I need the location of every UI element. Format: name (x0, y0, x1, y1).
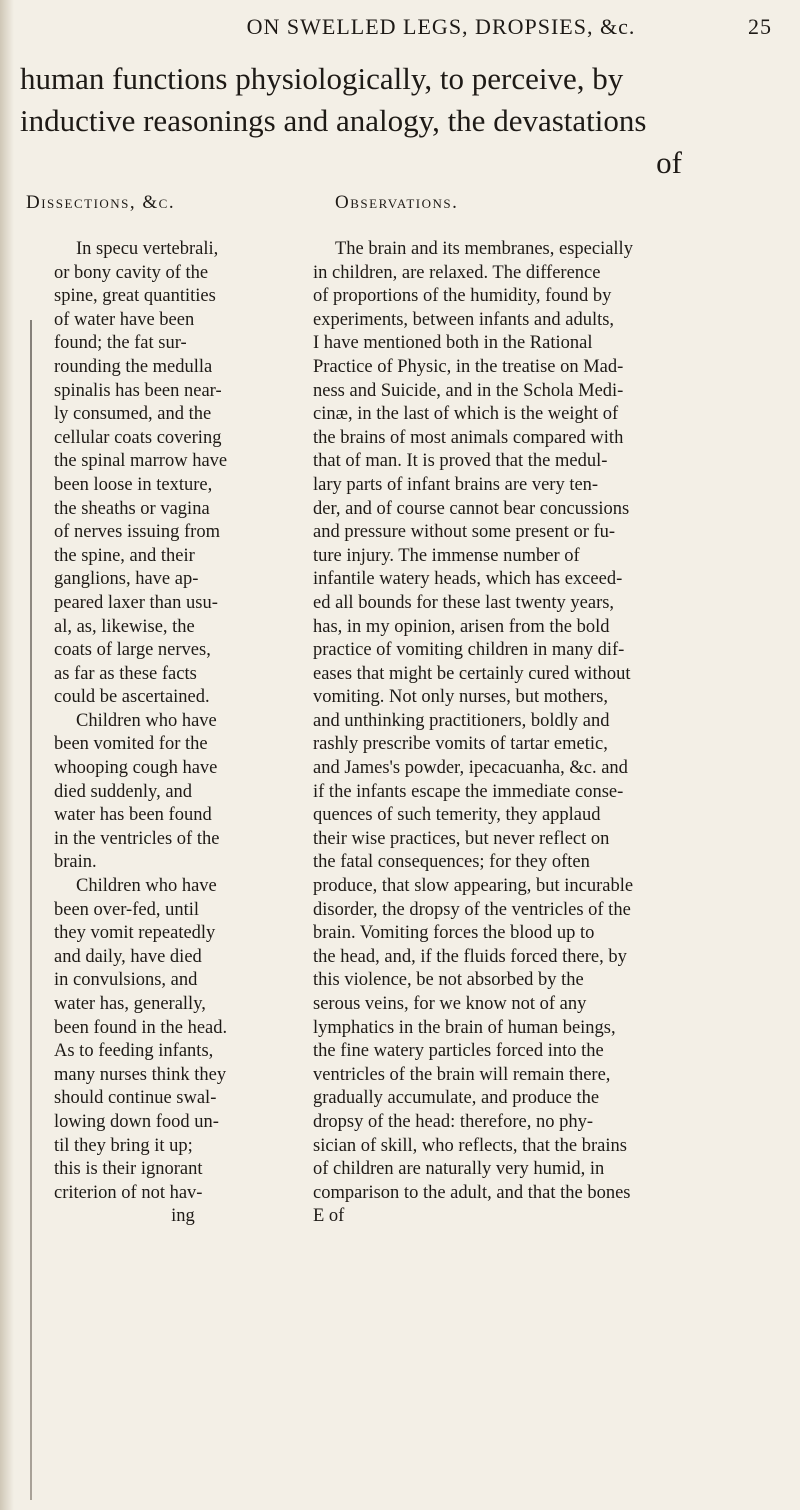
text-line: this violence, be not absorbed by the (313, 970, 584, 991)
text-line: as far as these facts (54, 663, 197, 684)
text-line: al, as, likewise, the (54, 616, 195, 637)
text-line: brain. (54, 852, 97, 873)
text-line: cellular coats covering (54, 427, 222, 448)
text-line: and unthinking practitioners, boldly and (313, 710, 610, 731)
text-line: has, in my opinion, arisen from the bold (313, 616, 610, 637)
text-line: this is their ignorant (54, 1159, 203, 1180)
text-line: dropsy of the head: therefore, no phy- (313, 1111, 593, 1132)
left-column-text (54, 238, 312, 1229)
text-line: gradually accumulate, and produce the (313, 1088, 600, 1109)
text-line: and daily, have died (54, 946, 202, 967)
text-line: Practice of Physic, in the treatise on Mad- (313, 356, 624, 377)
text-line: practice of vomiting children in many dif- (313, 640, 625, 661)
text-line: Children who have (76, 710, 217, 731)
text-line: they vomit repeatedly (54, 923, 216, 944)
text-line: should continue swal- (54, 1088, 217, 1109)
text-line: and pressure without some present or fu- (313, 522, 616, 543)
text-line: lymphatics in the brain of human beings, (313, 1017, 616, 1038)
text-line: rounding the medulla (54, 356, 213, 377)
text-line: infantile watery heads, which has exceed- (313, 569, 623, 590)
text-line: coats of large nerves, (54, 640, 211, 661)
text-line: the spinal marrow have (54, 451, 228, 472)
text-line: I have mentioned both in the Rational (313, 333, 593, 354)
text-line: produce, that slow appearing, but incurable (313, 876, 634, 897)
text-line: spine, great quantities (54, 286, 216, 307)
column-edge-mark (30, 320, 32, 1500)
text-line: E of (313, 1206, 345, 1227)
text-line: or bony cavity of the (54, 262, 209, 283)
text-line: serous veins, for we know not of any (313, 994, 587, 1014)
text-line: could be ascertained. (54, 687, 210, 708)
text-line: sician of skill, who reflects, that the brains (313, 1135, 627, 1156)
intro-line: inductive reasonings and analogy, the devastations (20, 103, 647, 138)
intro-line: human functions physiologically, to perceive, by (20, 61, 624, 96)
text-line: In specu vertebrali, (76, 239, 219, 259)
text-line: been found in the head. (54, 1017, 228, 1038)
running-head (110, 14, 772, 40)
text-line: their wise practices, but never reflect on (313, 828, 610, 849)
text-line: ganglions, have ap- (54, 569, 199, 590)
text-line: lary parts of infant brains are very ten- (313, 474, 599, 495)
text-line: been loose in texture, (54, 474, 213, 495)
text-line: of nerves issuing from (54, 522, 220, 543)
right-column-heading: Observations. (335, 192, 459, 213)
text-line: whooping cough have (54, 758, 218, 779)
text-line: in convulsions, and (54, 970, 198, 991)
text-line: the fatal consequences; for they often (313, 852, 590, 873)
text-line: the fine watery particles forced into the (313, 1041, 604, 1062)
text-line: been over-fed, until (54, 899, 200, 920)
running-head-title: ON SWELLED LEGS, DROPSIES, &c. (246, 14, 636, 39)
text-line: eases that might be certainly cured without (313, 663, 631, 684)
left-column-heading: Dissections, &c. (26, 192, 176, 213)
text-line: ing (171, 1206, 195, 1227)
text-line: experiments, between infants and adults, (313, 309, 615, 330)
text-line: lowing down food un- (54, 1111, 219, 1132)
text-line: the head, and, if the fluids forced there, by (313, 946, 627, 967)
text-line: water has, generally, (54, 994, 206, 1014)
text-line: ventricles of the brain will remain there, (313, 1064, 611, 1085)
text-line: many nurses think they (54, 1064, 227, 1085)
text-line: rashly prescribe vomits of tartar emetic, (313, 734, 608, 755)
text-line: As to feeding infants, (54, 1041, 214, 1062)
text-line: brain. Vomiting forces the blood up to (313, 923, 595, 944)
text-line: cinæ, in the last of which is the weight of (313, 404, 619, 425)
page-gutter-shadow (0, 0, 14, 1510)
text-line: ture injury. The immense number of (313, 545, 580, 566)
text-line: ness and Suicide, and in the Schola Medi- (313, 380, 624, 401)
intro-line: of (656, 145, 682, 180)
text-line: in children, are relaxed. The difference (313, 262, 601, 283)
text-line: the sheaths or vagina (54, 498, 210, 519)
text-line: peared laxer than usu- (54, 592, 218, 613)
text-line: ly consumed, and the (54, 404, 212, 425)
text-line: the spine, and their (54, 545, 195, 566)
text-line: criterion of not hav- (54, 1182, 203, 1203)
page-number: 25 (748, 14, 772, 39)
text-line: The brain and its membranes, especially (335, 239, 633, 259)
text-line: of children are naturally very humid, in (313, 1159, 605, 1180)
text-line: the brains of most animals compared with (313, 427, 624, 448)
text-line: found; the fat sur- (54, 333, 187, 354)
text-line: of water have been (54, 309, 195, 330)
text-line: that of man. It is proved that the medul- (313, 451, 608, 472)
text-line: died suddenly, and (54, 781, 193, 802)
text-line: der, and of course cannot bear concussions (313, 498, 630, 519)
text-line: til they bring it up; (54, 1135, 193, 1156)
text-line: water has been found (54, 805, 212, 826)
text-line: in the ventricles of the (54, 828, 220, 849)
text-line: and James's powder, ipecacuanha, &c. and (313, 758, 628, 779)
intro-paragraph (20, 58, 790, 184)
text-line: Children who have (76, 876, 217, 897)
text-line: ed all bounds for these last twenty years, (313, 592, 615, 613)
text-line: of proportions of the humidity, found by (313, 286, 612, 307)
right-column-text (313, 238, 775, 1229)
text-line: if the infants escape the immediate conse- (313, 781, 624, 802)
text-line: been vomited for the (54, 734, 208, 755)
text-line: disorder, the dropsy of the ventricles of the (313, 899, 631, 920)
text-line: comparison to the adult, and that the bones (313, 1182, 631, 1203)
text-line: quences of such temerity, they applaud (313, 805, 601, 826)
text-line: spinalis has been near- (54, 380, 222, 401)
text-line: vomiting. Not only nurses, but mothers, (313, 687, 608, 708)
